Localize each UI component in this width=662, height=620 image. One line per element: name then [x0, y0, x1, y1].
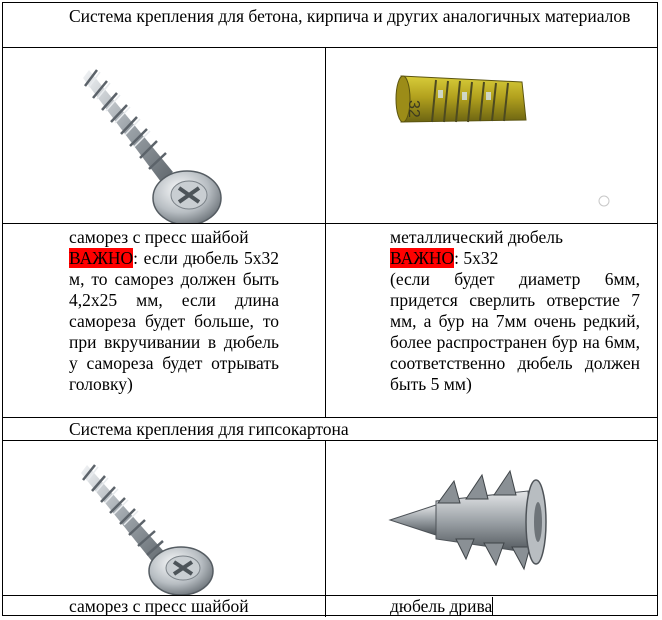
image-cell-driva-dowel [326, 441, 657, 595]
caption-screw-2: саморез с пресс шайбой [69, 596, 249, 616]
image-cell-metal-dowel [326, 48, 657, 223]
section-title: Система крепления для гипсокартона [69, 419, 349, 439]
caption-driva-text: дюбель дрива [390, 596, 493, 616]
document-table [2, 2, 658, 616]
text-cursor [492, 597, 493, 615]
dowel-note: (если будет диаметр 6мм, придется сверлить отверстие 7 мм, а бур на 7мм очень редкий, более распространен бур на 6мм, соответственно дюбель должен быть 5 мм) [390, 269, 640, 394]
image-row-drywall [3, 441, 657, 596]
section-title: Система крепления для бетона, кирпича и других аналогичных материалов [69, 6, 631, 26]
section-header-concrete [3, 3, 657, 48]
caption-row-concrete [3, 224, 657, 418]
caption-driva [390, 596, 640, 617]
screw-press-washer-image [3, 441, 325, 595]
watermark-icon [599, 196, 609, 206]
drywall-dowel-driva-image [326, 441, 657, 595]
metal-dowel-image [326, 48, 657, 223]
caption-dowel-title: металлический дюбель [390, 227, 563, 247]
caption-row-drywall [3, 596, 657, 617]
dowel-marking: 32 [405, 100, 422, 118]
important-value: : 5х32 [454, 248, 499, 268]
caption-metal-dowel [390, 227, 640, 395]
caption-screw-title: саморез с пресс шайбой [69, 227, 249, 247]
image-cell-screw [3, 48, 325, 223]
important-label: ВАЖНО [390, 248, 455, 268]
section-header-drywall [3, 418, 657, 441]
image-row-concrete [3, 48, 657, 224]
image-cell-screw [3, 441, 325, 595]
important-label: ВАЖНО [69, 248, 134, 268]
screw-press-washer-image [3, 48, 325, 223]
caption-screw [69, 227, 279, 395]
important-text: : если дюбель 5х32 м, то саморез должен быть 4,2х25 мм, если длина самореза будет больше, то при вкручивании в дюбель у самореза будет отрывать головку) [69, 248, 279, 394]
